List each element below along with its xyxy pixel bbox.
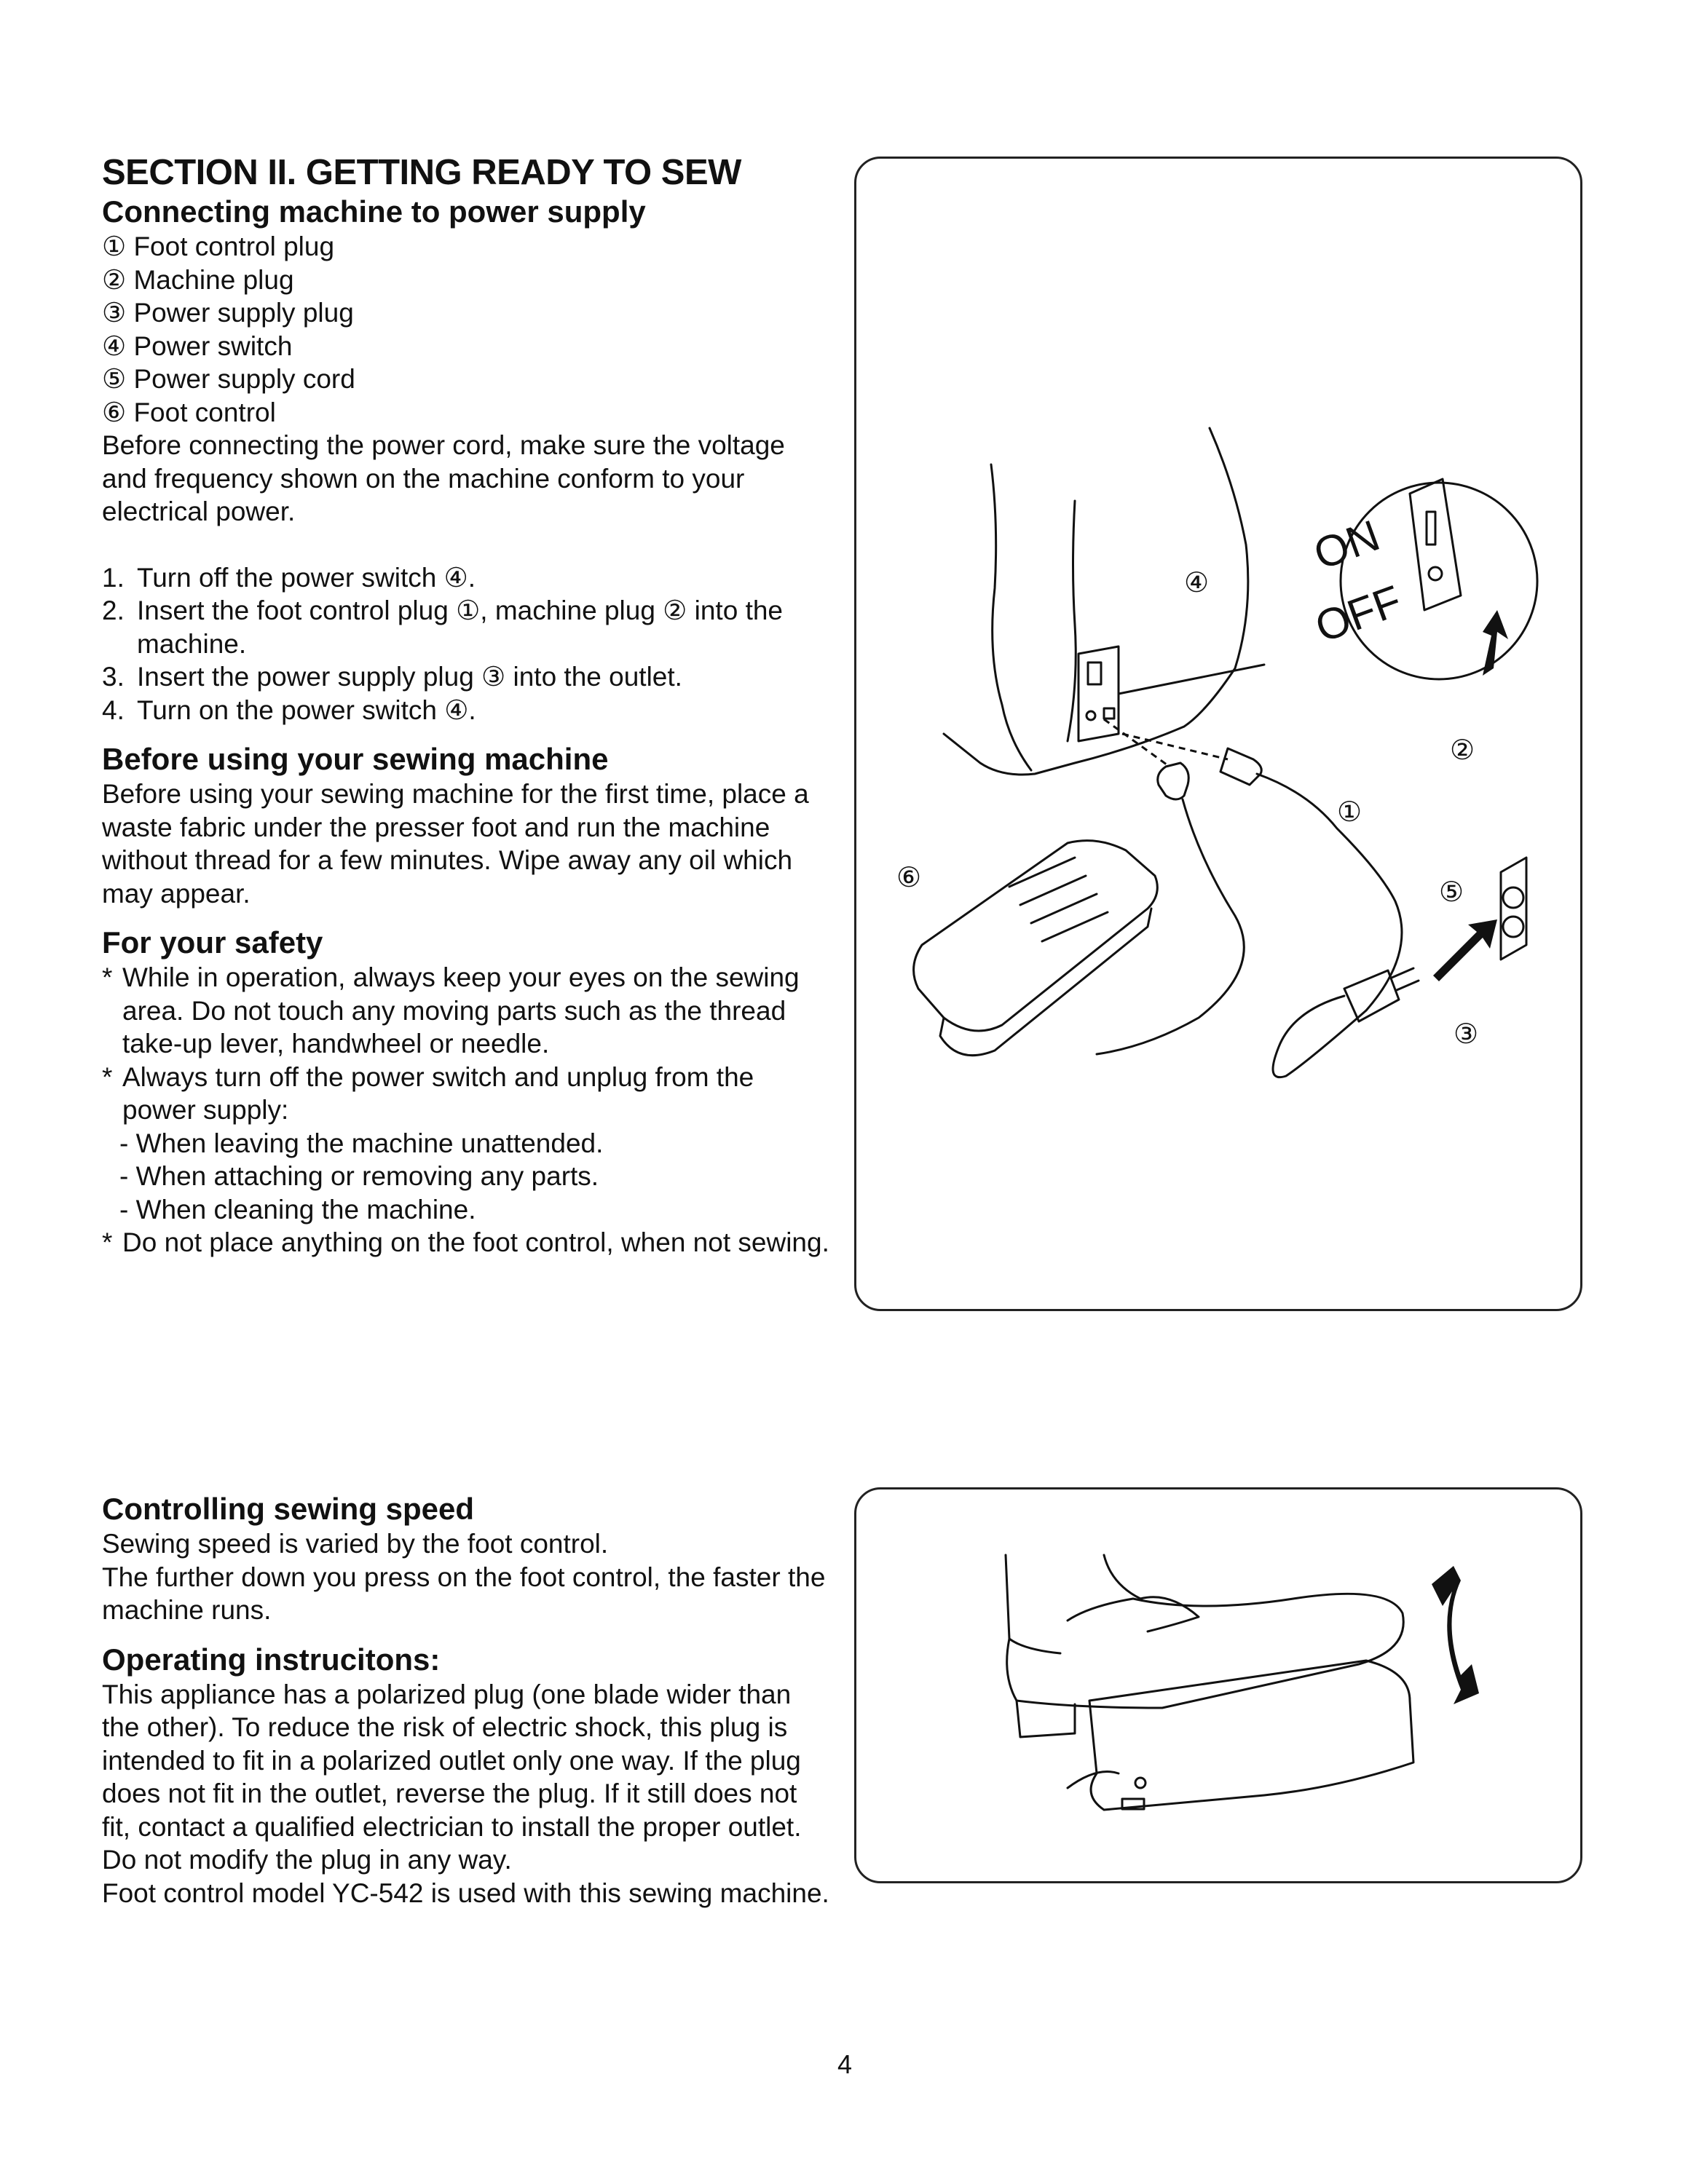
speed-line1: Sewing speed is varied by the foot control. <box>102 1529 609 1559</box>
foot-control-figure <box>854 1487 1582 1883</box>
safety-dash-item: - When leaving the machine unattended. <box>119 1128 604 1158</box>
machine-edge <box>991 464 1031 770</box>
before-using-title: Before using your sewing machine <box>102 742 609 776</box>
before-using-text: Before using your sewing machine for the first time, place a waste fabric under the presser foot and run the machine without thread for a few minutes. Wipe away any oil which may appear. <box>102 779 809 909</box>
foot-pedal <box>914 841 1158 1031</box>
connection-figure <box>854 157 1582 1311</box>
part-item: ⑤ Power supply cord <box>102 364 355 394</box>
switch-plate <box>1078 646 1119 741</box>
plug-insert-arrow-icon <box>1433 919 1497 981</box>
steps-list <box>102 561 830 727</box>
speed-title: Controlling sewing speed <box>102 1492 475 1526</box>
machine-body <box>944 428 1248 775</box>
part-item: ① Foot control plug <box>102 232 335 261</box>
callout-2: ② <box>1450 735 1475 766</box>
foot-plug <box>1158 763 1189 799</box>
switch-inset <box>1341 483 1537 679</box>
part-item: ④ Power switch <box>102 331 293 361</box>
foot-cord <box>1097 799 1244 1054</box>
section-heading: SECTION II. GETTING READY TO SEW <box>102 153 741 192</box>
switch-arrow-icon <box>1483 610 1508 676</box>
step-item: 3. Insert the power supply plug ③ into the outlet. <box>102 662 682 692</box>
operating-title: Operating instrucitons: <box>102 1642 441 1677</box>
safety-bullet: * Do not place anything on the foot control, when not sewing. <box>102 1227 829 1257</box>
page-number: 4 <box>837 2049 853 2079</box>
operating-text: This appliance has a polarized plug (one blade wider than the other). To reduce the risk of electric shock, this plug is intended to fit in a polarized outlet only one way. If the plug does not fit in the outlet, reverse the plug. If it still does not fit, contact a qualified electrician to install the proper outlet. Do not modify the plug in any way. <box>102 1679 802 1875</box>
safety-bullet: * While in operation, always keep your eyes on the sewing area. Do not touch any moving parts such as the thread take-up lever, handwheel or needle. <box>102 962 800 1059</box>
part-item: ⑥ Foot control <box>102 397 276 427</box>
safety-dash-item: - When cleaning the machine. <box>119 1194 476 1224</box>
operating-model: Foot control model YC-542 is used with this sewing machine. <box>102 1878 829 1908</box>
top-text-column <box>102 151 830 1259</box>
connecting-intro: Before connecting the power cord, make sure the voltage and frequency shown on the machine conform to your electrical power. <box>102 430 785 526</box>
speed-line2: The further down you press on the foot control, the faster the machine runs. <box>102 1562 826 1625</box>
on-label: ON <box>1307 510 1387 579</box>
part-item: ② Machine plug <box>102 264 294 295</box>
callout-4: ④ <box>1184 568 1210 598</box>
callout-3: ③ <box>1454 1019 1479 1050</box>
up-down-arrow-icon <box>1432 1566 1479 1704</box>
callout-5: ⑤ <box>1439 877 1464 908</box>
step-item: 4. Turn on the power switch ④. <box>102 695 476 725</box>
part-item: ③ Power supply plug <box>102 298 354 328</box>
leg-outline <box>1006 1555 1140 1653</box>
machine-plug <box>1220 748 1261 785</box>
off-label: OFF <box>1309 576 1408 652</box>
power-cord <box>1257 774 1402 1077</box>
safety-title: For your safety <box>102 925 323 960</box>
connecting-title: Connecting machine to power supply <box>102 194 646 229</box>
safety-bullet: * Always turn off the power switch and unplug from the power supply: <box>102 1061 754 1125</box>
callout-6: ⑥ <box>896 863 922 893</box>
foot-control-diagram <box>856 1489 1580 1881</box>
safety-dash-item: - When attaching or removing any parts. <box>119 1161 599 1191</box>
bottom-text-column <box>102 1491 830 1910</box>
callout-1: ① <box>1337 797 1362 828</box>
step-item: 1. Turn off the power switch ④. <box>102 562 476 593</box>
switch-rocker <box>1088 662 1101 684</box>
shoe <box>1007 1594 1404 1708</box>
connection-diagram <box>856 159 1580 1309</box>
step-item: 2. Insert the foot control plug ①, machine plug ② into the machine. <box>102 596 784 659</box>
parts-list <box>102 230 830 429</box>
